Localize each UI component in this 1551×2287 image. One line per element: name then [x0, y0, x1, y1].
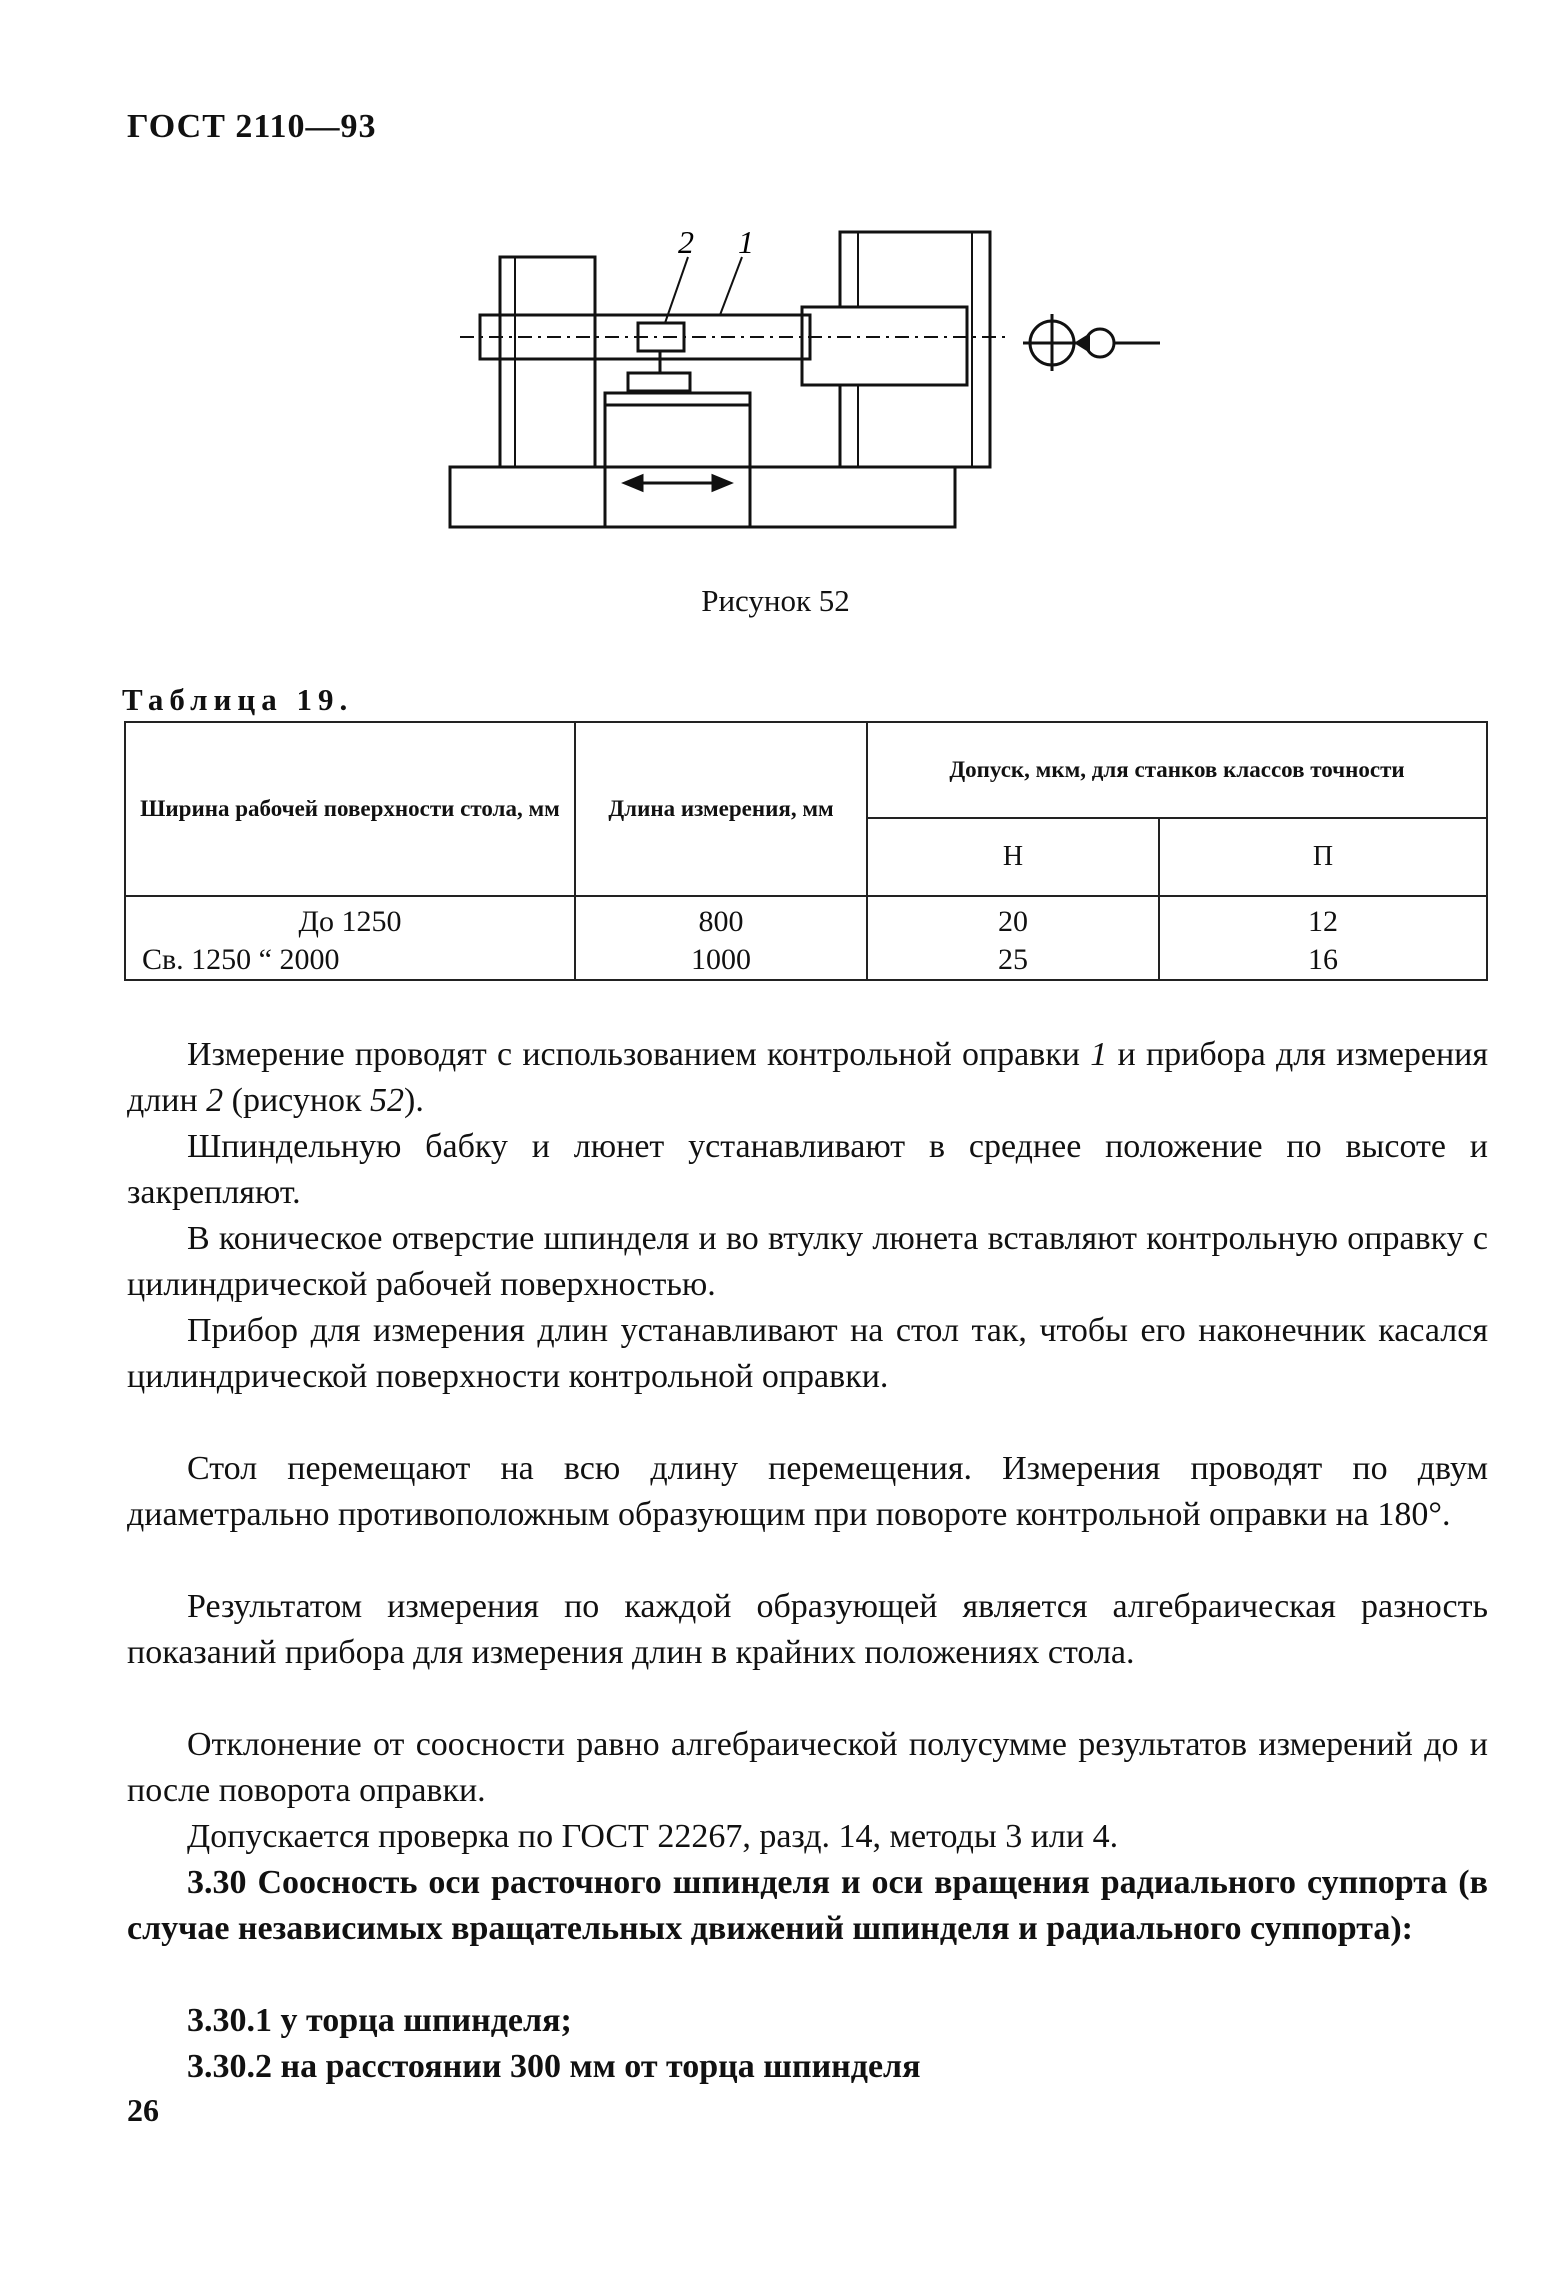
section-3-30-2: 3.30.2 на расстоянии 300 мм от торца шпинделя: [187, 2048, 921, 2085]
row-2-length: 1000: [691, 943, 751, 976]
row-2-h: 25: [998, 943, 1028, 976]
figure-label-2: 2: [678, 224, 694, 260]
header-width: Ширина рабочей поверхности стола, мм: [125, 722, 575, 896]
document-header: ГОСТ 2110—93: [127, 108, 377, 145]
machine-base: [450, 467, 955, 527]
dial-indicator-icon: [1074, 333, 1090, 353]
table-title: Таблица 19.: [122, 682, 354, 717]
figure-label-1: 1: [738, 224, 754, 260]
paragraph-3: В коническое отверстие шпинделя и во втулку люнета вставляют контрольную оправку с цилиндрической рабочей поверхностью.: [127, 1220, 1488, 1303]
paragraph-8: Допускается проверка по ГОСТ 22267, разд. 14, методы 3 или 4.: [187, 1818, 1119, 1855]
tolerance-table: [124, 721, 1488, 981]
header-class-p: П: [1159, 818, 1487, 896]
paragraph-1: Измерение проводят с использованием контрольной оправки 1 и прибора для измерения длин 2 (рисунок 52).: [127, 1036, 1488, 1119]
header-tolerance: Допуск, мкм, для станков классов точности: [867, 722, 1487, 818]
paragraph-5: Стол перемещают на всю длину перемещения. Измерения проводят по двум диаметрально противоположным образующим при повороте контрольной оправки на 180°.: [127, 1450, 1488, 1533]
row-2-p: 16: [1308, 943, 1338, 976]
figure-caption: Рисунок 52: [701, 583, 850, 618]
header-length: Длина измерения, мм: [575, 722, 867, 896]
page-number: 26: [127, 2092, 159, 2128]
paragraph-4: Прибор для измерения длин устанавливают на стол так, чтобы его наконечник касался цилиндрической поверхности контрольной оправки.: [127, 1312, 1488, 1395]
paragraph-2: Шпиндельную бабку и люнет устанавливают в среднее положение по высоте и закрепляют.: [127, 1128, 1488, 1211]
figure-52-drawing: [420, 215, 1180, 545]
row-1-width: До 1250: [298, 905, 402, 938]
table-cell-length: [575, 896, 867, 980]
row-2-width: Св. 1250 “ 2000: [142, 943, 340, 976]
row-1-p: 12: [1308, 905, 1338, 938]
table-cell-p: [1159, 896, 1487, 980]
paragraph-7: Отклонение от соосности равно алгебраической полусумме результатов измерений до и после поворота оправки.: [127, 1726, 1488, 1809]
section-3-30-heading: 3.30 Соосность оси расточного шпинделя и оси вращения радиального суппорта (в случае независимых вращательных движений шпинделя и радиального суппорта):: [127, 1864, 1488, 1947]
row-1-h: 20: [998, 905, 1028, 938]
table-movement-arrow: [625, 476, 730, 490]
section-3-30-1: 3.30.1 у торца шпинделя;: [187, 2002, 572, 2039]
paragraph-6: Результатом измерения по каждой образующей является алгебраическая разность показаний прибора для измерения длин в крайних положениях стола.: [127, 1588, 1488, 1671]
row-1-length: 800: [698, 905, 744, 938]
table-cell-width: [125, 896, 575, 980]
header-class-h: Н: [867, 818, 1159, 896]
table-cell-h: [867, 896, 1159, 980]
